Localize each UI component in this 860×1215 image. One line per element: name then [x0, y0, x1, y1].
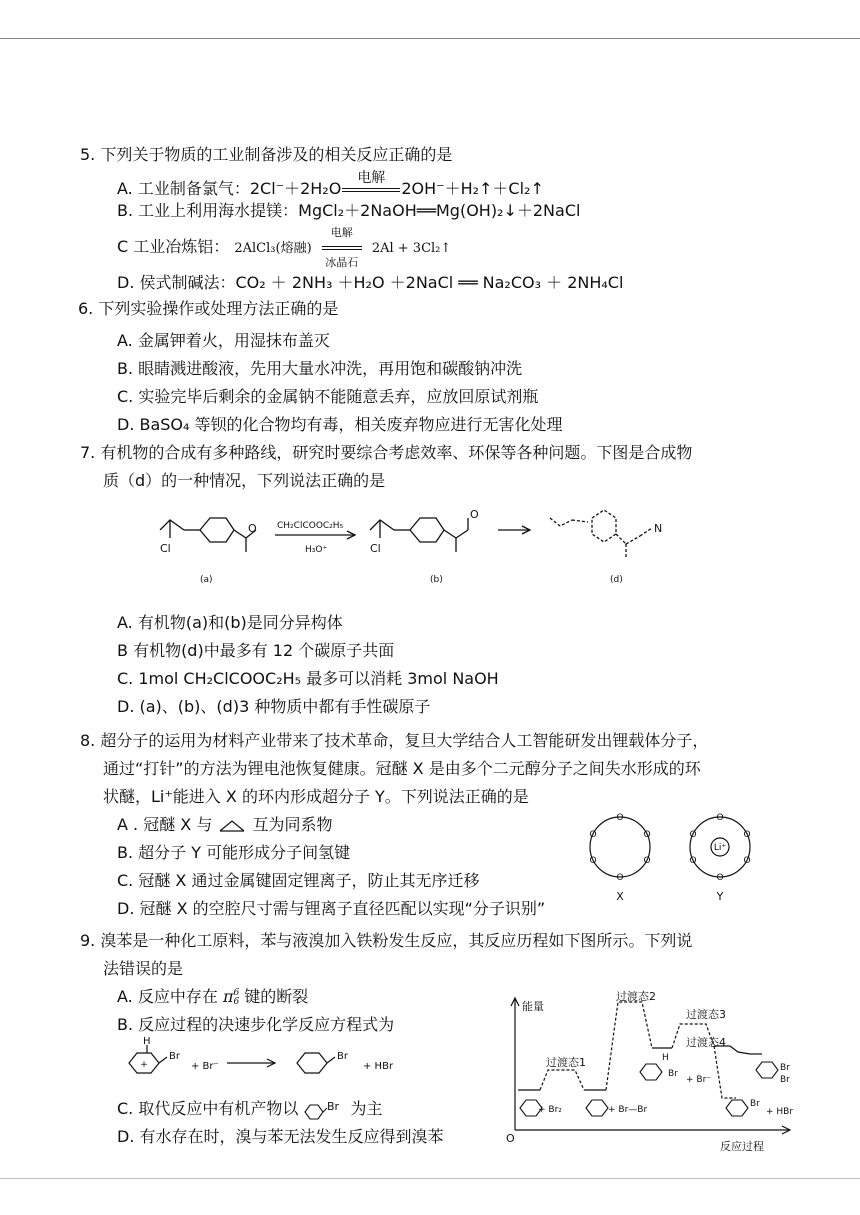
q9-a-post: 键的断裂 [244, 987, 309, 1006]
o-atom: O [643, 856, 651, 866]
diagram-ylabel: 能量 [522, 1000, 544, 1013]
q9-eq-hbr: + HBr [363, 1061, 394, 1072]
state4-br1: Br [780, 1063, 790, 1073]
q9-eq-h: H [143, 1036, 151, 1047]
q9-pi-symbol: π [222, 987, 234, 1006]
q6-option-b: B. 眼睛溅进酸液，先用大量水冲洗，再用饱和碳酸钠冲洗 [117, 359, 523, 378]
label-y: Y [716, 890, 724, 903]
bottom-border [0, 1178, 860, 1179]
q8-small-ether-ring [217, 817, 247, 835]
q7-stem-2: 质（d）的一种情况，下列说法正确的是 [103, 471, 386, 490]
q5-a-cond-label: 电解 [357, 170, 386, 186]
q9-option-d: D. 有水存在时，溴与苯无法发生反应得到溴苯 [117, 1127, 444, 1146]
q7-label-b: (b) [430, 575, 443, 585]
q8-stem-3: 状醚，Li⁺能进入 X 的环内形成超分子 Y。下列说法正确的是 [103, 787, 529, 806]
li-ion-label: Li⁺ [713, 843, 727, 853]
o-atom: O [616, 813, 624, 823]
q9-pi-sub: 6 [233, 996, 240, 1007]
q5-c-rhs: 2Al + 3Cl₂↑ [371, 241, 452, 256]
state4-br2: Br [780, 1075, 790, 1085]
sigma-complex-state2 [640, 1064, 662, 1080]
svg-text:+: + [140, 1060, 148, 1070]
q8-a-post: 互为同系物 [252, 815, 333, 834]
q8-stem-2: 通过“打针”的方法为锂电池恢复健康。冠醚 X 是由多个二元醇分子之间失水形成的环 [103, 759, 701, 778]
q7-option-c: C. 1mol CH₂ClCOOC₂H₅ 最多可以消耗 3mol NaOH [117, 669, 499, 688]
q6-option-d: D. BaSO₄ 等钡的化合物均有毒，相关废弃物应进行无害化处理 [117, 415, 563, 434]
q5-option-a [117, 170, 544, 200]
q7-label-a: (a) [200, 575, 213, 585]
q7-option-a: A. 有机物(a)和(b)是同分异构体 [117, 613, 343, 632]
q9-eq-plus-br: + Br⁻ [191, 1061, 219, 1072]
q5-c-text: C 工业冶炼铝： [117, 237, 230, 256]
q9-a-pi [223, 987, 239, 1006]
q9-energy-diagram [500, 990, 800, 1160]
q8-option-b: B. 超分子 Y 可能形成分子间氢键 [117, 843, 351, 862]
top-border [0, 38, 860, 39]
molecule-a [160, 518, 256, 552]
q9-eq-br2: Br [337, 1051, 348, 1062]
q5-option-c [117, 226, 452, 269]
o-atom: O [689, 830, 697, 840]
state2-h: H [662, 1053, 669, 1063]
diagram-origin: O [506, 1132, 515, 1145]
q5-stem: 5. 下列关于物质的工业制备涉及的相关反应正确的是 [80, 145, 453, 164]
q6-stem: 6. 下列实验操作或处理方法正确的是 [78, 299, 339, 318]
q7-synthesis-scheme [140, 500, 700, 600]
state3-label: + HBr [766, 1107, 794, 1117]
q7-b-cl: Cl [370, 542, 381, 555]
q8-crown-ether-figure [575, 805, 765, 905]
q5-a-text: A. 工业制备氯气：2Cl⁻＋2H₂O [117, 179, 342, 198]
q8-stem-1: 8. 超分子的运用为材料产业带来了技术革命，复旦大学结合人工智能研发出锂载体分子， [80, 731, 709, 750]
ts4-label: 过渡态4 [686, 1036, 726, 1049]
q5-option-d: D. 侯式制碱法：CO₂ ＋ 2NH₃ ＋H₂O ＋2NaCl ══ Na₂CO₃ ＋ 2NH₄Cl [117, 273, 624, 292]
state2-label: + Br⁻ [686, 1075, 712, 1085]
q7-option-d: D. (a)、(b)、(d)3 种物质中都有手性碳原子 [117, 697, 431, 716]
o-atom: O [743, 830, 751, 840]
q8-a-pre: A . 冠醚 X 与 [117, 815, 213, 834]
q8-option-d: D. 冠醚 X 的空腔尺寸需与锂离子直径匹配以实现“分子识别” [117, 899, 546, 918]
q9-c-post: 为主 [350, 1099, 383, 1118]
q5-c-equal-sign [322, 246, 362, 250]
state1-label: + Br—Br [608, 1105, 648, 1115]
q7-b-o: O [470, 508, 479, 521]
q7-a-o: O [248, 522, 257, 535]
crown-ether-x-ring [590, 817, 650, 877]
q9-pi-sup: 6 [233, 987, 240, 998]
dibromobenzene-state4 [756, 1062, 778, 1078]
q5-option-b: B. 工业上利用海水提镁：MgCl₂＋2NaOH══Mg(OH)₂↓＋2NaCl [117, 201, 581, 220]
o-atom: O [689, 856, 697, 866]
q6-option-a: A. 金属钾着火，用湿抹布盖灭 [117, 331, 330, 350]
q5-c-cond-top: 电解 [330, 226, 353, 239]
label-x: X [616, 890, 624, 903]
q9-a-pre: A. 反应中存在 [117, 987, 218, 1006]
o-atom: O [743, 856, 751, 866]
state0-label: + Br₂ [538, 1105, 562, 1115]
q9-b-equation [115, 1035, 415, 1085]
q5-c-cond-bottom: 冰晶石 [325, 256, 359, 269]
o-atom: O [589, 830, 597, 840]
q9-option-b: B. 反应过程的决速步化学反应方程式为 [117, 1015, 395, 1034]
q5-c-cond [317, 226, 367, 269]
ts2-label: 过渡态2 [616, 990, 656, 1003]
ts1-label: 过渡态1 [546, 1056, 586, 1069]
q9-option-c [117, 1098, 383, 1120]
o-atom: O [616, 873, 624, 883]
q8-option-a [117, 814, 333, 836]
o-atom: O [716, 873, 724, 883]
q6-option-c: C. 实验完毕后剩余的金属钠不能随意丢弃，应放回原试剂瓶 [117, 387, 539, 406]
q7-stem-1: 7. 有机物的合成有多种路线，研究时要综合考虑效率、环保等各种问题。下图是合成物 [80, 443, 693, 462]
q5-a-cond [341, 170, 401, 200]
benzene-state1 [586, 1100, 608, 1116]
bromobenzene-state3 [726, 1100, 748, 1116]
q5-c-lhs: 2AlCl₃(熔融) [234, 241, 312, 256]
q9-c-br: Br [327, 1099, 340, 1113]
ts3-label: 过渡态3 [686, 1008, 726, 1021]
diagram-xlabel: 反应过程 [720, 1140, 764, 1153]
q7-d-n: N [654, 522, 663, 535]
q9-c-pre: C. 取代反应中有机产物以 [117, 1099, 299, 1118]
state2-br: Br [668, 1069, 678, 1079]
q9-stem-1: 9. 溴苯是一种化工原料，苯与液溴加入铁粉发生反应，其反应历程如下图所示。下列说 [80, 931, 693, 950]
q8-option-c: C. 冠醚 X 通过金属键固定锂离子，防止其无序迁移 [117, 871, 480, 890]
q9-option-a [117, 986, 308, 1008]
q7-reagent-top: CH₂ClCOOC₂H₅ [277, 521, 344, 531]
molecule-b [370, 518, 468, 552]
q7-reagent-bottom: H₃O⁺ [305, 545, 328, 555]
o-atom: O [643, 830, 651, 840]
molecule-d [550, 510, 652, 558]
q7-option-b: B 有机物(d)中最多有 12 个碳原子共面 [117, 641, 395, 660]
q9-stem-2: 法错误的是 [103, 959, 184, 978]
state3-br: Br [750, 1099, 760, 1109]
q7-a-cl: Cl [160, 542, 171, 555]
o-atom: O [716, 813, 724, 823]
q9-c-bromobenzene [303, 1100, 345, 1120]
q9-eq-br1: Br [169, 1051, 180, 1062]
q7-label-d: (d) [610, 575, 623, 585]
o-atom: O [589, 856, 597, 866]
q5-a-tail: 2OH⁻＋H₂↑＋Cl₂↑ [401, 179, 544, 198]
